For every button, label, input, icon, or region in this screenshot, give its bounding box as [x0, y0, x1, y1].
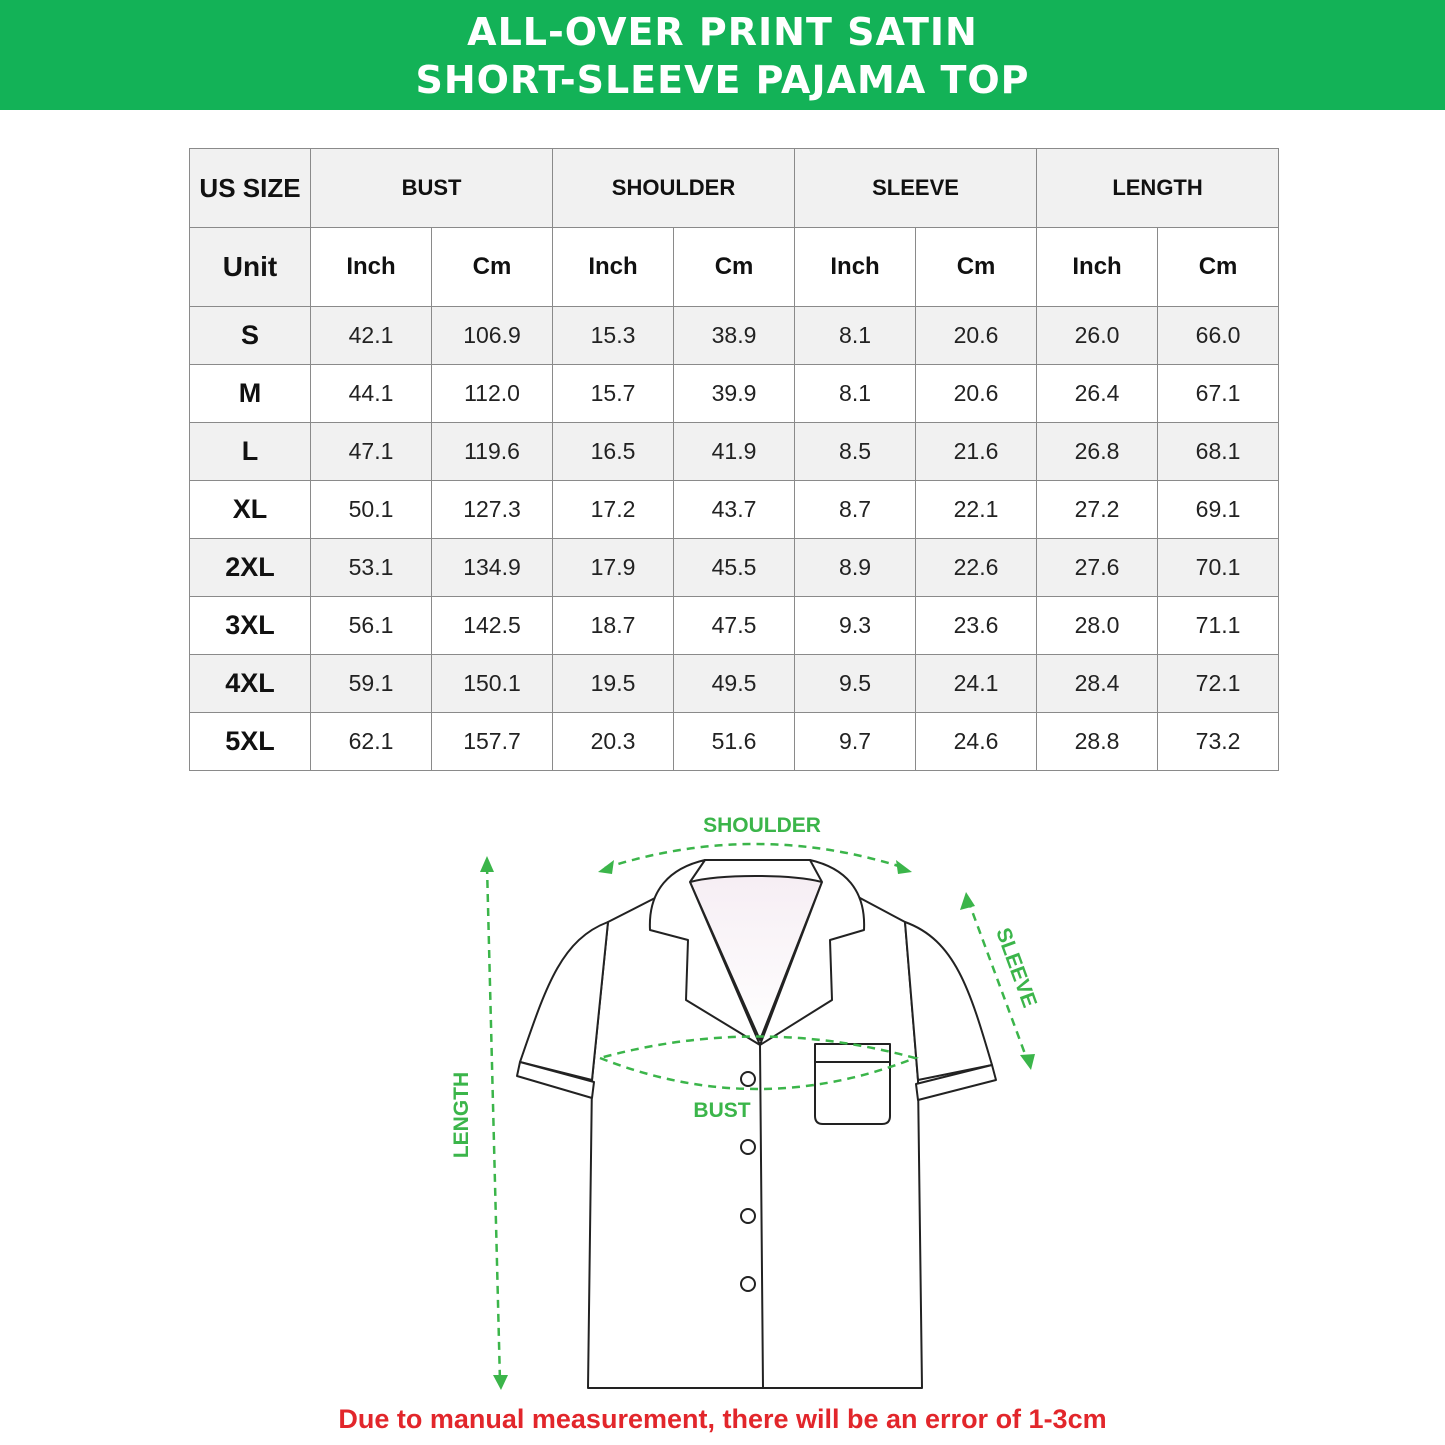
- unit-row: [190, 228, 1279, 307]
- value-cell: 44.1: [311, 365, 432, 423]
- value-cell: 15.3: [553, 307, 674, 365]
- measurement-note: Due to manual measurement, there will be an error of 1-3cm: [338, 1404, 1107, 1434]
- unit-cell: Inch: [1037, 228, 1158, 307]
- value-cell: 73.2: [1158, 713, 1279, 771]
- table-header-row: [190, 149, 1279, 228]
- shoulder-label: SHOULDER: [703, 814, 821, 837]
- value-cell: 42.1: [311, 307, 432, 365]
- arrow-head: [598, 860, 614, 874]
- value-cell: 142.5: [432, 597, 553, 655]
- shoulder-header: SHOULDER: [553, 149, 795, 228]
- value-cell: 18.7: [553, 597, 674, 655]
- size-cell: S: [190, 307, 311, 365]
- sleeve-header: SLEEVE: [795, 149, 1037, 228]
- value-cell: 23.6: [916, 597, 1037, 655]
- value-cell: 72.1: [1158, 655, 1279, 713]
- title-line-1: ALL-OVER PRINT SATIN: [467, 10, 978, 54]
- value-cell: 28.0: [1037, 597, 1158, 655]
- arrow-head: [896, 860, 912, 874]
- value-cell: 19.5: [553, 655, 674, 713]
- value-cell: 16.5: [553, 423, 674, 481]
- unit-cell: Cm: [432, 228, 553, 307]
- value-cell: 27.6: [1037, 539, 1158, 597]
- us-size-header: US SIZE: [190, 149, 311, 228]
- unit-cell: Inch: [795, 228, 916, 307]
- title-line-2: SHORT-SLEEVE PAJAMA TOP: [415, 58, 1030, 102]
- value-cell: 43.7: [674, 481, 795, 539]
- right-sleeve: [905, 922, 992, 1080]
- value-cell: 22.1: [916, 481, 1037, 539]
- value-cell: 8.9: [795, 539, 916, 597]
- value-cell: 39.9: [674, 365, 795, 423]
- value-cell: 71.1: [1158, 597, 1279, 655]
- value-cell: 41.9: [674, 423, 795, 481]
- unit-cell: Inch: [311, 228, 432, 307]
- value-cell: 69.1: [1158, 481, 1279, 539]
- value-cell: 59.1: [311, 655, 432, 713]
- value-cell: 26.4: [1037, 365, 1158, 423]
- sleeve-label: SLEEVE: [991, 924, 1042, 1011]
- size-cell: 5XL: [190, 713, 311, 771]
- value-cell: 9.7: [795, 713, 916, 771]
- table-row: [190, 307, 1279, 365]
- value-cell: 45.5: [674, 539, 795, 597]
- value-cell: 70.1: [1158, 539, 1279, 597]
- value-cell: 56.1: [311, 597, 432, 655]
- value-cell: 17.2: [553, 481, 674, 539]
- value-cell: 8.7: [795, 481, 916, 539]
- unit-cell: Cm: [674, 228, 795, 307]
- button: [741, 1277, 755, 1291]
- value-cell: 17.9: [553, 539, 674, 597]
- length-label: LENGTH: [450, 1071, 473, 1159]
- unit-cell: Cm: [1158, 228, 1279, 307]
- value-cell: 8.1: [795, 307, 916, 365]
- size-cell: M: [190, 365, 311, 423]
- value-cell: 15.7: [553, 365, 674, 423]
- length-guide: [487, 866, 500, 1382]
- arrow-head: [1020, 1054, 1035, 1070]
- value-cell: 28.4: [1037, 655, 1158, 713]
- value-cell: 106.9: [432, 307, 553, 365]
- size-cell: L: [190, 423, 311, 481]
- value-cell: 9.3: [795, 597, 916, 655]
- value-cell: 28.8: [1037, 713, 1158, 771]
- value-cell: 8.5: [795, 423, 916, 481]
- value-cell: 112.0: [432, 365, 553, 423]
- value-cell: 21.6: [916, 423, 1037, 481]
- value-cell: 22.6: [916, 539, 1037, 597]
- value-cell: 20.6: [916, 307, 1037, 365]
- table-row: [190, 365, 1279, 423]
- value-cell: 26.8: [1037, 423, 1158, 481]
- value-cell: 50.1: [311, 481, 432, 539]
- button: [741, 1140, 755, 1154]
- value-cell: 68.1: [1158, 423, 1279, 481]
- value-cell: 20.3: [553, 713, 674, 771]
- table-row: [190, 597, 1279, 655]
- value-cell: 47.1: [311, 423, 432, 481]
- value-cell: 53.1: [311, 539, 432, 597]
- value-cell: 47.5: [674, 597, 795, 655]
- arrow-head: [960, 892, 975, 910]
- value-cell: 24.1: [916, 655, 1037, 713]
- value-cell: 134.9: [432, 539, 553, 597]
- unit-cell: Cm: [916, 228, 1037, 307]
- value-cell: 62.1: [311, 713, 432, 771]
- value-cell: 67.1: [1158, 365, 1279, 423]
- value-cell: 66.0: [1158, 307, 1279, 365]
- value-cell: 27.2: [1037, 481, 1158, 539]
- value-cell: 26.0: [1037, 307, 1158, 365]
- size-cell: 3XL: [190, 597, 311, 655]
- bust-header: BUST: [311, 149, 553, 228]
- shirt-outline: [517, 860, 996, 1388]
- shirt-measurement-diagram: [0, 790, 1445, 1400]
- value-cell: 51.6: [674, 713, 795, 771]
- table-row: [190, 713, 1279, 771]
- value-cell: 8.1: [795, 365, 916, 423]
- unit-cell: Inch: [553, 228, 674, 307]
- value-cell: 150.1: [432, 655, 553, 713]
- arrow-head: [493, 1375, 508, 1390]
- value-cell: 9.5: [795, 655, 916, 713]
- value-cell: 38.9: [674, 307, 795, 365]
- button: [741, 1209, 755, 1223]
- arrow-head: [480, 856, 494, 872]
- size-cell: 4XL: [190, 655, 311, 713]
- table-row: [190, 655, 1279, 713]
- bust-label: BUST: [693, 1099, 751, 1122]
- left-sleeve: [520, 922, 608, 1080]
- value-cell: 20.6: [916, 365, 1037, 423]
- unit-header: Unit: [190, 228, 311, 307]
- value-cell: 49.5: [674, 655, 795, 713]
- title-banner: [0, 0, 1445, 110]
- size-cell: XL: [190, 481, 311, 539]
- table-row: [190, 539, 1279, 597]
- table-row: [190, 423, 1279, 481]
- value-cell: 127.3: [432, 481, 553, 539]
- size-cell: 2XL: [190, 539, 311, 597]
- value-cell: 119.6: [432, 423, 553, 481]
- table-row: [190, 481, 1279, 539]
- value-cell: 157.7: [432, 713, 553, 771]
- length-header: LENGTH: [1037, 149, 1279, 228]
- button: [741, 1072, 755, 1086]
- value-cell: 24.6: [916, 713, 1037, 771]
- size-chart-table: [189, 148, 1279, 771]
